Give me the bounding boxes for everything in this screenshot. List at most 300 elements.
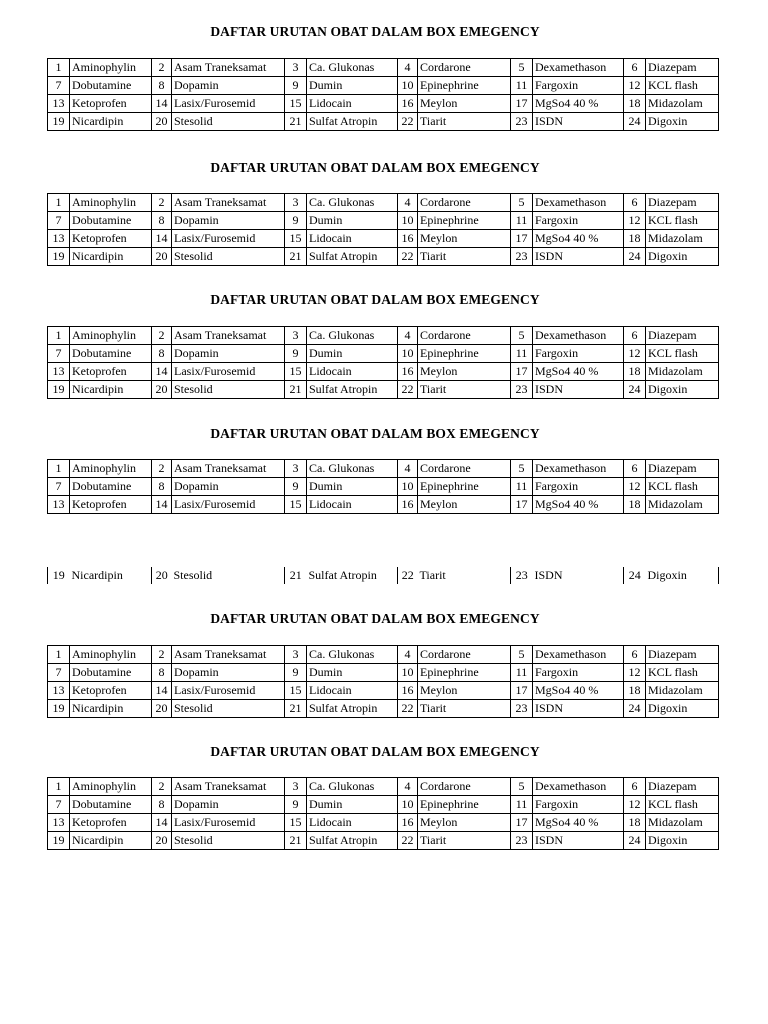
item-number: 21 bbox=[285, 567, 307, 584]
drug-name: Dopamin bbox=[172, 796, 285, 814]
drug-name: MgSo4 40 % bbox=[533, 496, 624, 514]
item-number: 16 bbox=[398, 814, 418, 832]
item-number: 7 bbox=[48, 664, 70, 682]
drug-name: ISDN bbox=[533, 700, 624, 718]
item-number: 13 bbox=[48, 682, 70, 700]
drug-name: Diazepam bbox=[646, 778, 719, 796]
drug-name: Ketoprofen bbox=[70, 496, 152, 514]
drug-name: KCL flash bbox=[646, 345, 719, 363]
item-number: 12 bbox=[624, 212, 646, 230]
drug-name: Cordarone bbox=[418, 194, 511, 212]
drug-name: Midazolam bbox=[646, 95, 719, 113]
list-title: DAFTAR URUTAN OBAT DALAM BOX EMEGENCY bbox=[210, 744, 540, 759]
drug-name: MgSo4 40 % bbox=[533, 682, 624, 700]
item-number: 21 bbox=[285, 248, 307, 266]
drug-name: Nicardipin bbox=[71, 568, 123, 582]
drug-name: Lidocain bbox=[307, 682, 398, 700]
item-number: 1 bbox=[48, 59, 70, 77]
drug-name: Lidocain bbox=[307, 95, 398, 113]
drug-table bbox=[47, 777, 719, 850]
drug-name: Lasix/Furosemid bbox=[172, 496, 285, 514]
item-number: 16 bbox=[398, 682, 418, 700]
item-number: 15 bbox=[285, 496, 307, 514]
table-row bbox=[48, 248, 719, 266]
drug-name: Nicardipin bbox=[70, 113, 152, 131]
item-number: 20 bbox=[152, 381, 172, 399]
item-number: 19 bbox=[48, 832, 70, 850]
item-number: 11 bbox=[511, 478, 533, 496]
table-row bbox=[48, 212, 719, 230]
item-number: 19 bbox=[48, 381, 70, 399]
item-number: 12 bbox=[624, 796, 646, 814]
drug-name: Dumin bbox=[307, 77, 398, 95]
drug-name: Sulfat Atropin bbox=[307, 248, 398, 266]
drug-name: Nicardipin bbox=[70, 700, 152, 718]
item-number: 20 bbox=[152, 567, 172, 584]
drug-name: Fargoxin bbox=[533, 345, 624, 363]
table-row bbox=[48, 664, 719, 682]
drug-name: Dobutamine bbox=[70, 345, 152, 363]
item-number: 3 bbox=[285, 194, 307, 212]
item-number: 15 bbox=[285, 230, 307, 248]
item-number: 10 bbox=[398, 796, 418, 814]
item-number: 14 bbox=[152, 95, 172, 113]
list-title: DAFTAR URUTAN OBAT DALAM BOX EMEGENCY bbox=[210, 611, 540, 626]
drug-name: Stesolid bbox=[172, 113, 285, 131]
drug-name: Aminophylin bbox=[70, 59, 152, 77]
item-number: 3 bbox=[285, 646, 307, 664]
item-number: 2 bbox=[152, 778, 172, 796]
item-number: 5 bbox=[511, 327, 533, 345]
drug-name: Tiarit bbox=[418, 832, 511, 850]
item-number: 23 bbox=[511, 113, 533, 131]
drug-name: Dopamin bbox=[172, 664, 285, 682]
item-number: 2 bbox=[152, 194, 172, 212]
item-number: 19 bbox=[48, 248, 70, 266]
list-title: DAFTAR URUTAN OBAT DALAM BOX EMEGENCY bbox=[210, 24, 540, 39]
item-number: 9 bbox=[285, 212, 307, 230]
item-number: 14 bbox=[152, 496, 172, 514]
drug-name: ISDN bbox=[533, 113, 624, 131]
item-number: 6 bbox=[624, 646, 646, 664]
item-number: 22 bbox=[398, 832, 418, 850]
item-number: 16 bbox=[398, 95, 418, 113]
drug-name: Dexamethason bbox=[533, 778, 624, 796]
drug-name: Dumin bbox=[307, 664, 398, 682]
drug-table-detached-row bbox=[47, 567, 719, 584]
drug-name: ISDN bbox=[533, 832, 624, 850]
drug-name: Nicardipin bbox=[70, 381, 152, 399]
drug-name: Meylon bbox=[418, 363, 511, 381]
item-number: 23 bbox=[511, 700, 533, 718]
drug-name: Dopamin bbox=[172, 478, 285, 496]
drug-name: Aminophylin bbox=[70, 646, 152, 664]
item-number: 9 bbox=[285, 664, 307, 682]
drug-name: Digoxin bbox=[646, 567, 719, 584]
drug-name: Midazolam bbox=[646, 682, 719, 700]
drug-name: KCL flash bbox=[646, 77, 719, 95]
drug-name: Dumin bbox=[307, 345, 398, 363]
drug-name: Asam Traneksamat bbox=[172, 59, 285, 77]
item-number: 19 bbox=[48, 567, 70, 584]
list-title: DAFTAR URUTAN OBAT DALAM BOX EMEGENCY bbox=[210, 292, 540, 307]
item-number: 5 bbox=[511, 646, 533, 664]
drug-name: Lasix/Furosemid bbox=[172, 814, 285, 832]
item-number: 8 bbox=[152, 796, 172, 814]
item-number: 3 bbox=[285, 778, 307, 796]
item-number: 7 bbox=[48, 77, 70, 95]
drug-name: Dobutamine bbox=[70, 478, 152, 496]
item-number: 21 bbox=[285, 832, 307, 850]
drug-name: Digoxin bbox=[646, 248, 719, 266]
table-row bbox=[48, 796, 719, 814]
item-number: 18 bbox=[624, 363, 646, 381]
item-number: 1 bbox=[48, 646, 70, 664]
item-number: 17 bbox=[511, 230, 533, 248]
item-number: 18 bbox=[624, 682, 646, 700]
drug-name: Midazolam bbox=[646, 230, 719, 248]
drug-name: Fargoxin bbox=[533, 478, 624, 496]
item-number: 7 bbox=[48, 212, 70, 230]
item-number: 3 bbox=[285, 460, 307, 478]
item-number: 21 bbox=[285, 381, 307, 399]
drug-name: Dobutamine bbox=[70, 77, 152, 95]
drug-name: Midazolam bbox=[646, 496, 719, 514]
table-row bbox=[48, 230, 719, 248]
drug-name: Stesolid bbox=[172, 700, 285, 718]
item-number: 8 bbox=[152, 478, 172, 496]
item-number: 4 bbox=[398, 778, 418, 796]
drug-name: Dopamin bbox=[172, 77, 285, 95]
drug-name: Ca. Glukonas bbox=[307, 327, 398, 345]
drug-name: Aminophylin bbox=[70, 460, 152, 478]
item-number: 15 bbox=[285, 682, 307, 700]
drug-name: ISDN bbox=[533, 248, 624, 266]
table-row bbox=[48, 778, 719, 796]
drug-name: Fargoxin bbox=[533, 212, 624, 230]
item-number: 4 bbox=[398, 327, 418, 345]
item-number: 12 bbox=[624, 345, 646, 363]
item-number: 11 bbox=[511, 664, 533, 682]
drug-name: Ketoprofen bbox=[70, 814, 152, 832]
drug-name: Dexamethason bbox=[533, 327, 624, 345]
item-number: 4 bbox=[398, 646, 418, 664]
table-row bbox=[48, 832, 719, 850]
drug-name: Ketoprofen bbox=[70, 682, 152, 700]
item-number: 1 bbox=[48, 327, 70, 345]
drug-name: Digoxin bbox=[646, 700, 719, 718]
item-number: 17 bbox=[511, 363, 533, 381]
item-number: 13 bbox=[48, 230, 70, 248]
item-number: 10 bbox=[398, 77, 418, 95]
drug-name: Epinephrine bbox=[418, 478, 511, 496]
drug-name: Tiarit bbox=[418, 381, 511, 399]
drug-name: Ca. Glukonas bbox=[307, 778, 398, 796]
drug-name: Cordarone bbox=[418, 327, 511, 345]
item-number: 2 bbox=[152, 460, 172, 478]
drug-name: KCL flash bbox=[646, 212, 719, 230]
drug-name: Aminophylin bbox=[70, 194, 152, 212]
drug-name: Dopamin bbox=[172, 212, 285, 230]
drug-name: Nicardipin bbox=[70, 248, 152, 266]
drug-name: Dexamethason bbox=[533, 194, 624, 212]
drug-name: Dumin bbox=[307, 796, 398, 814]
item-number: 1 bbox=[48, 460, 70, 478]
item-number: 14 bbox=[152, 230, 172, 248]
drug-name: Stesolid bbox=[173, 568, 213, 582]
drug-name: Dobutamine bbox=[70, 212, 152, 230]
item-number: 2 bbox=[152, 327, 172, 345]
item-number: 18 bbox=[624, 95, 646, 113]
drug-name: Epinephrine bbox=[418, 664, 511, 682]
drug-name: Lidocain bbox=[307, 814, 398, 832]
table-row bbox=[48, 345, 719, 363]
drug-name: Cordarone bbox=[418, 59, 511, 77]
item-number: 11 bbox=[511, 796, 533, 814]
item-number: 6 bbox=[624, 194, 646, 212]
drug-name: Dexamethason bbox=[533, 460, 624, 478]
drug-name: Diazepam bbox=[646, 327, 719, 345]
item-number: 8 bbox=[152, 77, 172, 95]
item-number: 13 bbox=[48, 496, 70, 514]
item-number: 12 bbox=[624, 478, 646, 496]
table-row bbox=[48, 77, 719, 95]
item-number: 6 bbox=[624, 327, 646, 345]
drug-name: Asam Traneksamat bbox=[172, 646, 285, 664]
drug-name: Ca. Glukonas bbox=[307, 59, 398, 77]
drug-name: KCL flash bbox=[646, 796, 719, 814]
drug-name: KCL flash bbox=[646, 664, 719, 682]
item-number: 7 bbox=[48, 478, 70, 496]
drug-name: Sulfat Atropin bbox=[308, 568, 377, 582]
drug-name: Lidocain bbox=[307, 230, 398, 248]
item-number: 20 bbox=[152, 700, 172, 718]
table-row bbox=[48, 194, 719, 212]
drug-name: Asam Traneksamat bbox=[172, 460, 285, 478]
item-number: 1 bbox=[48, 778, 70, 796]
item-number: 10 bbox=[398, 478, 418, 496]
item-number: 22 bbox=[398, 567, 418, 584]
item-number: 11 bbox=[511, 212, 533, 230]
drug-name: Asam Traneksamat bbox=[172, 327, 285, 345]
drug-name: Cordarone bbox=[418, 646, 511, 664]
drug-name: Ca. Glukonas bbox=[307, 646, 398, 664]
drug-name: Asam Traneksamat bbox=[172, 778, 285, 796]
table-row bbox=[48, 95, 719, 113]
drug-name: Diazepam bbox=[646, 59, 719, 77]
drug-name: Sulfat Atropin bbox=[307, 832, 398, 850]
item-number: 15 bbox=[285, 95, 307, 113]
drug-name: Ca. Glukonas bbox=[307, 460, 398, 478]
item-number: 24 bbox=[624, 832, 646, 850]
item-number: 19 bbox=[48, 700, 70, 718]
item-number: 14 bbox=[152, 814, 172, 832]
item-number: 10 bbox=[398, 345, 418, 363]
table-row bbox=[48, 327, 719, 345]
drug-name: Digoxin bbox=[646, 832, 719, 850]
item-number: 22 bbox=[398, 700, 418, 718]
item-number: 17 bbox=[511, 496, 533, 514]
drug-name: Diazepam bbox=[646, 460, 719, 478]
drug-name: Ketoprofen bbox=[70, 363, 152, 381]
item-number: 9 bbox=[285, 77, 307, 95]
drug-name: MgSo4 40 % bbox=[533, 363, 624, 381]
drug-name: Cordarone bbox=[418, 778, 511, 796]
drug-name: Epinephrine bbox=[418, 796, 511, 814]
drug-name: Aminophylin bbox=[70, 327, 152, 345]
drug-name: Tiarit bbox=[418, 113, 511, 131]
item-number: 5 bbox=[511, 778, 533, 796]
list-title: DAFTAR URUTAN OBAT DALAM BOX EMEGENCY bbox=[210, 426, 540, 441]
item-number: 23 bbox=[511, 381, 533, 399]
item-number: 13 bbox=[48, 95, 70, 113]
item-number: 15 bbox=[285, 363, 307, 381]
drug-name: Epinephrine bbox=[418, 212, 511, 230]
item-number: 9 bbox=[285, 345, 307, 363]
drug-table bbox=[47, 193, 719, 266]
item-number: 11 bbox=[511, 345, 533, 363]
drug-name: Digoxin bbox=[646, 113, 719, 131]
list-title: DAFTAR URUTAN OBAT DALAM BOX EMEGENCY bbox=[210, 160, 540, 175]
drug-name: Tiarit bbox=[418, 700, 511, 718]
table-row bbox=[48, 363, 719, 381]
drug-name: Asam Traneksamat bbox=[172, 194, 285, 212]
item-number: 1 bbox=[48, 194, 70, 212]
table-row bbox=[48, 460, 719, 478]
item-number: 20 bbox=[152, 832, 172, 850]
item-number: 22 bbox=[398, 381, 418, 399]
table-row bbox=[48, 646, 719, 664]
drug-name: KCL flash bbox=[646, 478, 719, 496]
item-number: 4 bbox=[398, 460, 418, 478]
item-number: 18 bbox=[624, 230, 646, 248]
item-number: 17 bbox=[511, 682, 533, 700]
drug-name: Lidocain bbox=[307, 496, 398, 514]
item-number: 24 bbox=[624, 248, 646, 266]
drug-name: Lasix/Furosemid bbox=[172, 682, 285, 700]
drug-table bbox=[47, 459, 719, 514]
drug-table bbox=[47, 645, 719, 718]
drug-name: Ketoprofen bbox=[70, 95, 152, 113]
drug-name: Diazepam bbox=[646, 646, 719, 664]
drug-name: Dexamethason bbox=[533, 646, 624, 664]
item-number: 5 bbox=[511, 59, 533, 77]
item-number: 3 bbox=[285, 327, 307, 345]
item-number: 8 bbox=[152, 664, 172, 682]
drug-name: Digoxin bbox=[646, 381, 719, 399]
item-number: 23 bbox=[511, 248, 533, 266]
item-number: 22 bbox=[398, 113, 418, 131]
item-number: 15 bbox=[285, 814, 307, 832]
item-number: 13 bbox=[48, 814, 70, 832]
item-number: 9 bbox=[285, 796, 307, 814]
drug-name: Lasix/Furosemid bbox=[172, 363, 285, 381]
drug-name: Epinephrine bbox=[418, 345, 511, 363]
drug-name: Nicardipin bbox=[70, 832, 152, 850]
item-number: 7 bbox=[48, 345, 70, 363]
drug-name: Dumin bbox=[307, 478, 398, 496]
item-number: 17 bbox=[511, 95, 533, 113]
drug-name: Fargoxin bbox=[533, 77, 624, 95]
item-number: 16 bbox=[398, 230, 418, 248]
drug-name: Meylon bbox=[418, 95, 511, 113]
drug-name: Meylon bbox=[418, 682, 511, 700]
item-number: 24 bbox=[624, 700, 646, 718]
drug-name: Tiarit bbox=[418, 248, 511, 266]
item-number: 19 bbox=[48, 113, 70, 131]
drug-name: Epinephrine bbox=[418, 77, 511, 95]
drug-name: Sulfat Atropin bbox=[307, 113, 398, 131]
drug-name: Midazolam bbox=[646, 363, 719, 381]
drug-name: Fargoxin bbox=[533, 796, 624, 814]
drug-name: Lidocain bbox=[307, 363, 398, 381]
drug-name: Cordarone bbox=[418, 460, 511, 478]
item-number: 14 bbox=[152, 363, 172, 381]
item-number: 18 bbox=[624, 496, 646, 514]
item-number: 24 bbox=[624, 381, 646, 399]
table-row bbox=[48, 567, 719, 584]
table-row bbox=[48, 700, 719, 718]
drug-name: Stesolid bbox=[172, 248, 285, 266]
drug-name: Meylon bbox=[418, 496, 511, 514]
drug-name: Meylon bbox=[418, 230, 511, 248]
item-number: 7 bbox=[48, 796, 70, 814]
item-number: 17 bbox=[511, 814, 533, 832]
item-number: 22 bbox=[398, 248, 418, 266]
drug-name: Diazepam bbox=[646, 194, 719, 212]
drug-name: Fargoxin bbox=[533, 664, 624, 682]
drug-name: MgSo4 40 % bbox=[533, 95, 624, 113]
item-number: 8 bbox=[152, 345, 172, 363]
drug-name: Dobutamine bbox=[70, 664, 152, 682]
table-row bbox=[48, 59, 719, 77]
item-number: 4 bbox=[398, 59, 418, 77]
drug-name: Lasix/Furosemid bbox=[172, 230, 285, 248]
item-number: 12 bbox=[624, 77, 646, 95]
table-row bbox=[48, 496, 719, 514]
item-number: 2 bbox=[152, 59, 172, 77]
item-number: 18 bbox=[624, 814, 646, 832]
drug-name: Ca. Glukonas bbox=[307, 194, 398, 212]
drug-name: Midazolam bbox=[646, 814, 719, 832]
drug-name: Aminophylin bbox=[70, 778, 152, 796]
drug-name: ISDN bbox=[534, 568, 563, 582]
drug-table bbox=[47, 326, 719, 399]
drug-name: MgSo4 40 % bbox=[533, 814, 624, 832]
drug-name: Sulfat Atropin bbox=[307, 381, 398, 399]
item-number: 10 bbox=[398, 212, 418, 230]
drug-name: Dexamethason bbox=[533, 59, 624, 77]
table-row bbox=[48, 113, 719, 131]
item-number: 21 bbox=[285, 113, 307, 131]
item-number: 24 bbox=[624, 567, 646, 584]
table-row bbox=[48, 478, 719, 496]
drug-name: Sulfat Atropin bbox=[307, 700, 398, 718]
item-number: 3 bbox=[285, 59, 307, 77]
item-number: 6 bbox=[624, 59, 646, 77]
drug-table bbox=[47, 58, 719, 131]
item-number: 6 bbox=[624, 778, 646, 796]
item-number: 20 bbox=[152, 113, 172, 131]
drug-name: Dobutamine bbox=[70, 796, 152, 814]
item-number: 8 bbox=[152, 212, 172, 230]
item-number: 13 bbox=[48, 363, 70, 381]
drug-name: Stesolid bbox=[172, 832, 285, 850]
item-number: 12 bbox=[624, 664, 646, 682]
drug-name: Lasix/Furosemid bbox=[172, 95, 285, 113]
drug-name: Tiarit bbox=[419, 568, 446, 582]
drug-name: Stesolid bbox=[172, 381, 285, 399]
